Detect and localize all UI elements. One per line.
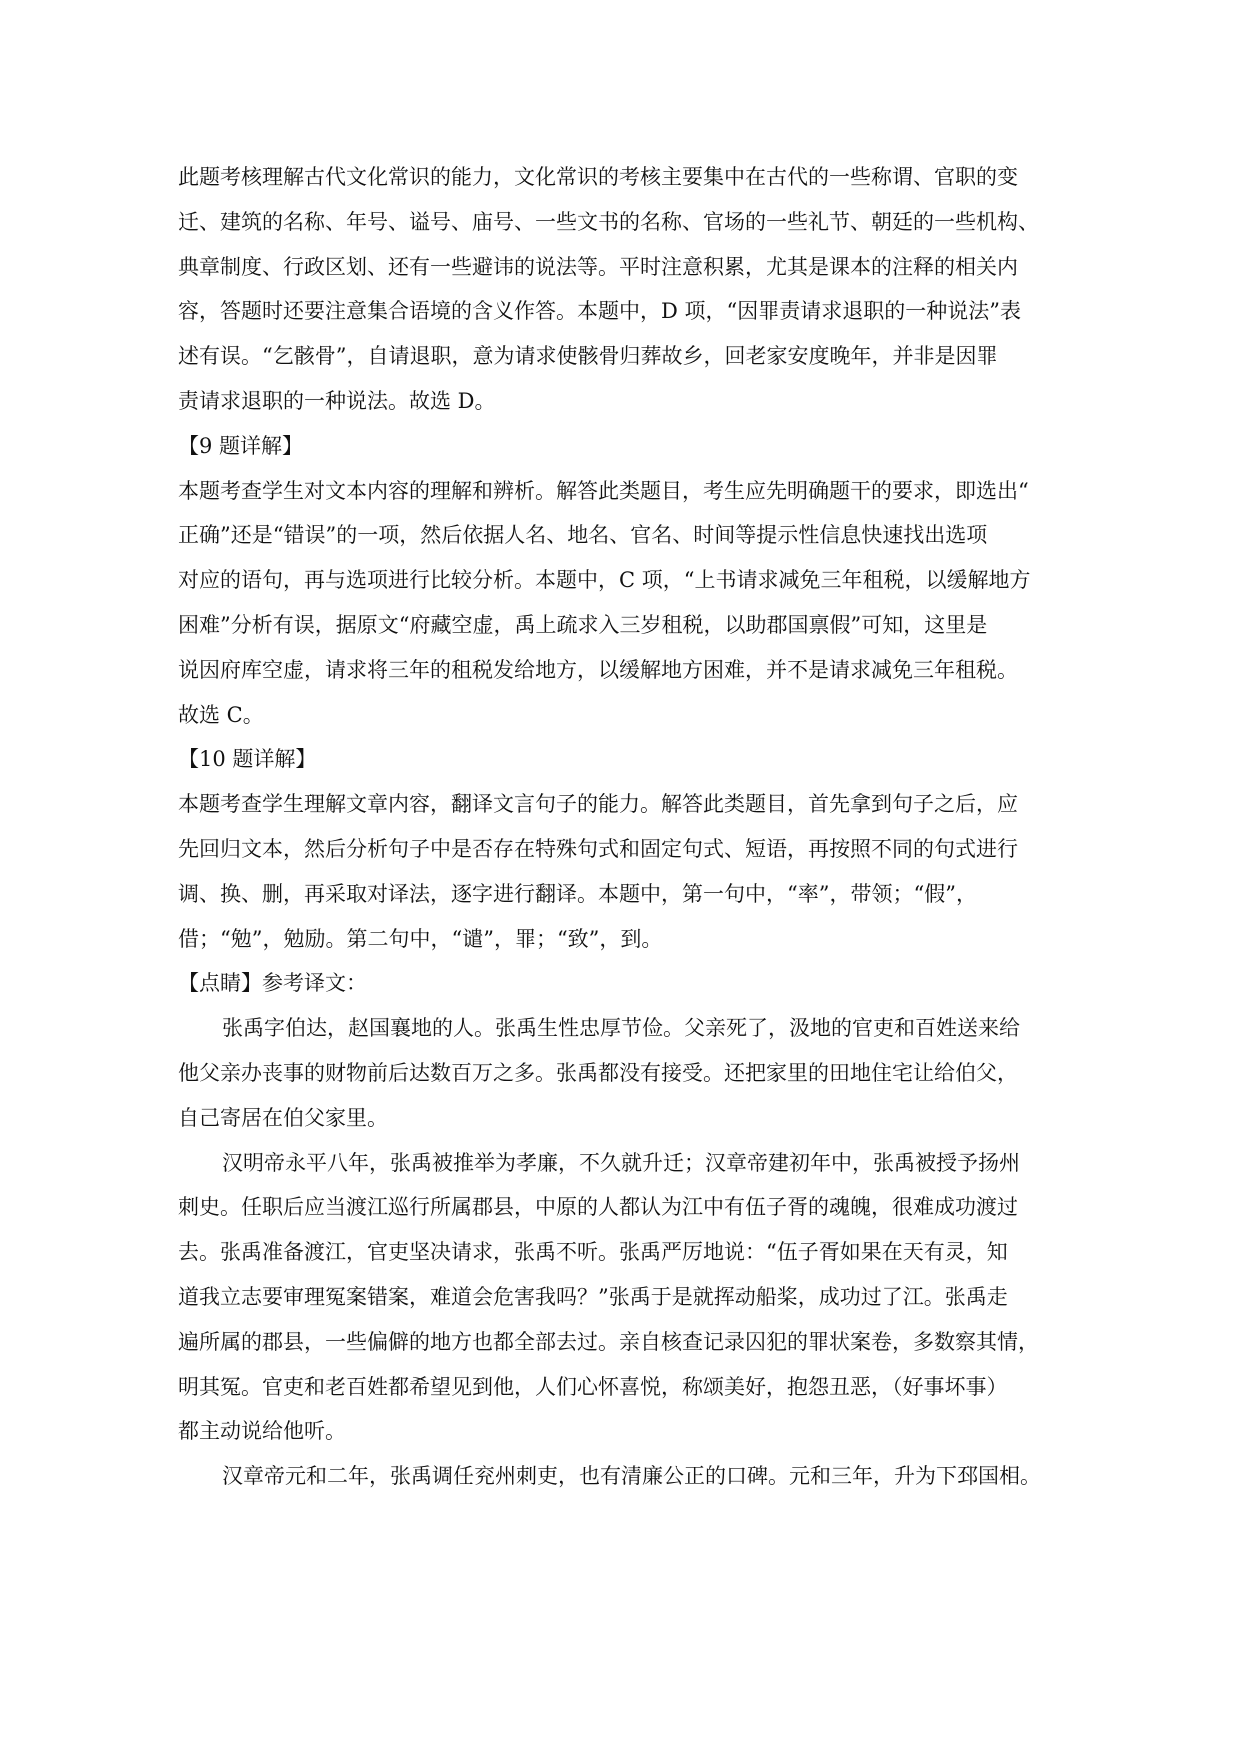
document-page [178,155,1078,1499]
text-line: 故选 C。 [178,702,264,727]
text-line: 本题考查学生理解文章内容，翻译文言句子的能力。解答此类题目，首先拿到句子之后，应 [178,792,1018,817]
text-line: 此题考核理解古代文化常识的能力，文化常识的考核主要集中在古代的一些称谓、官职的变 [178,165,1018,189]
text-line: 容，答题时还要注意集合语境的含义作答。本题中，D 项，“因罪责请求退职的一种说法”表 [178,299,1021,324]
text-line: 他父亲办丧事的财物前后达数百万之多。张禹都没有接受。还把家里的田地住宅让给伯父， [178,1060,1018,1085]
text-line: 明其冤。官吏和老百姓都希望见到他，人们心怀喜悦，称颂美好，抱怨丑恶，（好事坏事） [178,1374,1008,1399]
text-line: 本题考查学生对文本内容的理解和辨析。解答此类题目，考生应先明确题干的要求，即选出“ [178,478,1029,503]
text-line: 先回归文本，然后分析句子中是否存在特殊句式和固定句式、短语，再按照不同的句式进行 [178,836,1018,861]
text-line: 迁、建筑的名称、年号、谥号、庙号、一些文书的名称、官场的一些礼节、朝廷的一些机构、 [178,209,1039,234]
text-line: 责请求退职的一种说法。故选 D。 [178,388,496,413]
text-line: 调、换、删，再采取对译法，逐字进行翻译。本题中，第一句中，“率”，带领；“假”， [178,881,977,906]
text-line: 借；“勉”，勉励。第二句中，“谴”，罪；“致”，到。 [178,926,663,951]
text-line: 述有误。“乞骸骨”，自请退职，意为请求使骸骨归葬故乡，回老家安度晚年，并非是因罪 [178,344,998,369]
text-line: 都主动说给他听。 [178,1419,346,1444]
text-line: 困难”分析有误，据原文“府藏空虚，禹上疏求入三岁租税，以助郡国禀假”可知，这里是 [178,612,988,637]
text-line: 去。张禹准备渡江，官吏坚决请求，张禹不听。张禹严厉地说：“伍子胥如果在天有灵，知 [178,1240,1008,1265]
text-line: 汉章帝元和二年，张禹调任兖州刺吏，也有清廉公正的口碑。元和三年，升为下邳国相。 [222,1464,1041,1489]
text-line: 说因府库空虚，请求将三年的租税发给地方，以缓解地方困难，并不是请求减免三年租税。 [178,657,1018,682]
text-line: 典章制度、行政区划、还有一些避讳的说法等。平时注意积累，尤其是课本的注释的相关内 [178,254,1018,279]
text-line: 对应的语句，再与选项进行比较分析。本题中，C 项，“上书请求减免三年租税，以缓解地方 [178,568,1031,593]
text-line: 张禹字伯达，赵国襄地的人。张禹生性忠厚节俭。父亲死了，汲地的官吏和百姓送来给 [222,1016,1020,1041]
section-heading-q9: 【9 题详解】 [178,433,304,458]
section-heading-dianjing: 【点睛】参考译文： [178,971,367,996]
text-line: 汉明帝永平八年，张禹被推举为孝廉，不久就升迁；汉章帝建初年中，张禹被授予扬州 [222,1150,1020,1175]
text-line: 自己寄居在伯父家里。 [178,1105,388,1130]
text-line: 正确”还是“错误”的一项，然后依据人名、地名、官名、时间等提示性信息快速找出选项 [178,523,988,548]
text-line: 道我立志要审理冤案错案，难道会危害我吗？”张禹于是就挥动船桨，成功过了江。张禹走 [178,1284,1008,1309]
section-heading-q10: 【10 题详解】 [178,747,317,772]
text-line: 刺史。任职后应当渡江巡行所属郡县，中原的人都认为江中有伍子胥的魂魄，很难成功渡过 [178,1195,1018,1220]
text-line: 遍所属的郡县，一些偏僻的地方也都全部去过。亲自核查记录囚犯的罪状案卷，多数察其情， [178,1329,1039,1354]
